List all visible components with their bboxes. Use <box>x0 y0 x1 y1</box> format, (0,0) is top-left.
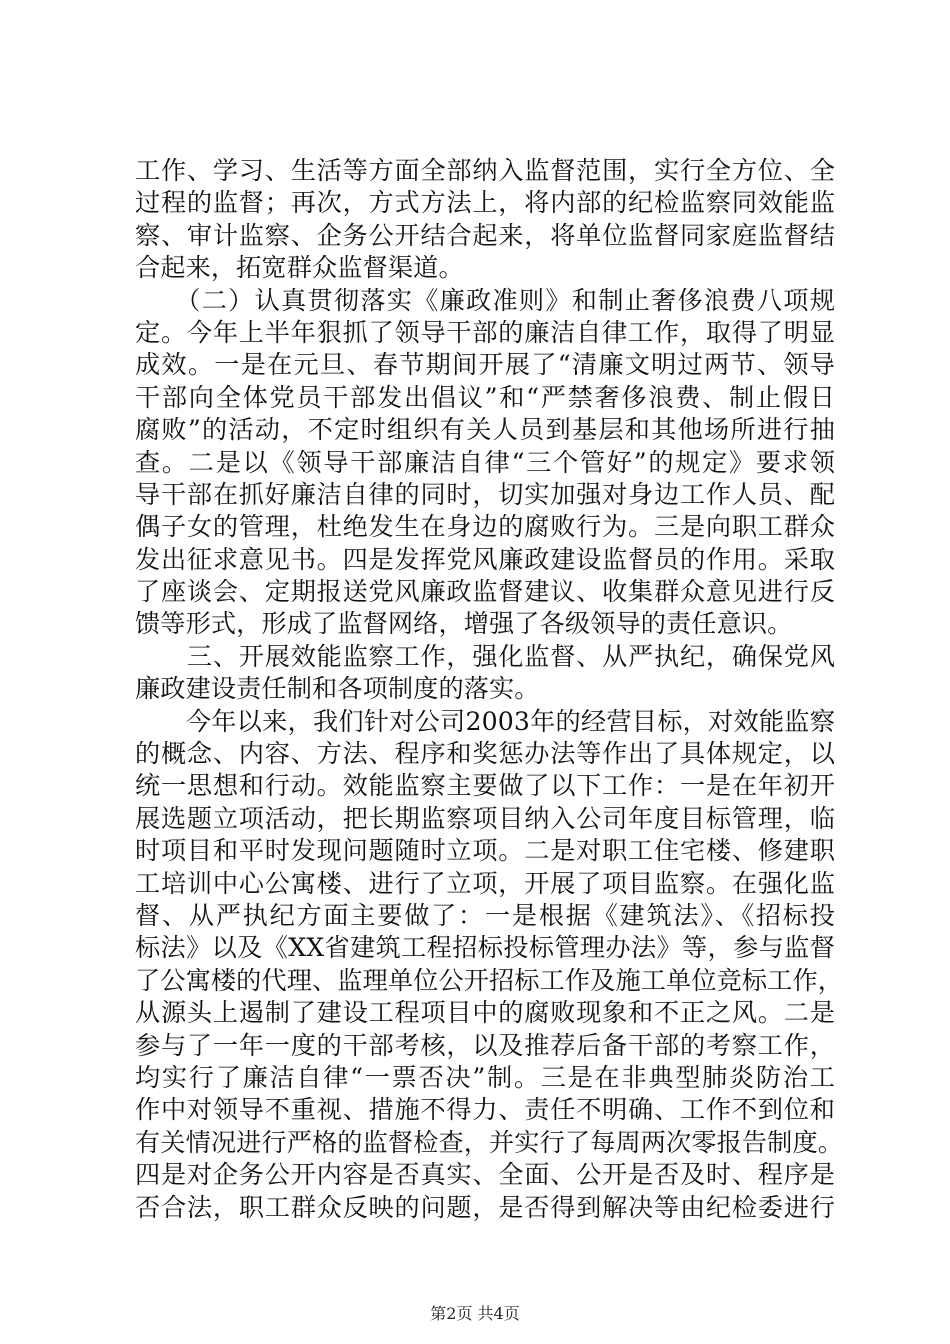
text-line: 展选题立项活动，把长期监察项目纳入公司年度目标管理，临 <box>135 803 835 833</box>
text-line: 成效。一是在元旦、春节期间开展了“清廉文明过两节、领导 <box>135 350 835 380</box>
text-line: 干部向全体党员干部发出倡议”和“严禁奢侈浪费、制止假日 <box>135 382 835 412</box>
text-line: 馈等形式，形成了监督网络，增强了各级领导的责任意识。 <box>135 609 793 639</box>
text-line: （二）认真贯彻落实《廉政准则》和制止奢侈浪费八项规 <box>135 285 835 315</box>
text-line: 否合法，职工群众反映的问题，是否得到解决等由纪检委进行 <box>135 1192 835 1222</box>
text-line: 了座谈会、定期报送党风廉政监督建议、收集群众意见进行反 <box>135 577 835 607</box>
text-line: 工培训中心公寓楼、进行了立项，开展了项目监察。在强化监 <box>135 868 835 898</box>
text-line: 时项目和平时发现问题随时立项。二是对职工住宅楼、修建职 <box>135 836 835 866</box>
text-line: 有关情况进行严格的监督检查，并实行了每周两次零报告制度。 <box>135 1127 844 1157</box>
text-line: 偶子女的管理，杜绝发生在身边的腐败行为。三是向职工群众 <box>135 512 835 542</box>
text-line: 廉政建设责任制和各项制度的落实。 <box>135 674 540 704</box>
text-line: 督、从严执纪方面主要做了：一是根据《建筑法》、《招标投 <box>135 900 835 930</box>
text-line: 查。二是以《领导干部廉洁自律“三个管好”的规定》要求领 <box>135 447 835 477</box>
text-line: 导干部在抓好廉洁自律的同时，切实加强对身边工作人员、配 <box>135 479 835 509</box>
text-line: 三、开展效能监察工作，强化监督、从严执纪，确保党风 <box>135 641 835 671</box>
text-line: 标法》以及《XX省建筑工程招标投标管理办法》等，参与监督 <box>135 933 835 963</box>
text-line: 工作、学习、生活等方面全部纳入监督范围，实行全方位、全 <box>135 156 835 185</box>
text-line: 了公寓楼的代理、监理单位公开招标工作及施工单位竞标工作， <box>135 965 844 995</box>
text-line: 四是对企务公开内容是否真实、全面、公开是否及时、程序是 <box>135 1160 835 1190</box>
text-line: 定。今年上半年狠抓了领导干部的廉洁自律工作，取得了明显 <box>135 317 835 347</box>
page-footer: 第2页 共4页 <box>430 1304 520 1323</box>
text-line: 过程的监督；再次，方式方法上，将内部的纪检监察同效能监 <box>135 188 835 218</box>
text-line: 发出征求意见书。四是发挥党风廉政建设监督员的作用。采取 <box>135 544 835 574</box>
text-line: 作中对领导不重视、措施不得力、责任不明确、工作不到位和 <box>135 1095 835 1125</box>
text-line: 参与了一年一度的干部考核，以及推荐后备干部的考察工作， <box>135 1030 835 1060</box>
text-line: 从源头上遏制了建设工程项目中的腐败现象和不正之风。二是 <box>135 998 835 1028</box>
text-line: 今年以来，我们针对公司2003年的经营目标，对效能监察 <box>135 706 835 736</box>
text-line: 统一思想和行动。效能监察主要做了以下工作：一是在年初开 <box>135 771 835 801</box>
text-line: 均实行了廉洁自律“一票否决”制。三是在非典型肺炎防治工 <box>135 1062 835 1092</box>
text-line: 的概念、内容、方法、程序和奖惩办法等作出了具体规定，以 <box>135 739 835 769</box>
text-line: 察、审计监察、企务公开结合起来，将单位监督同家庭监督结 <box>135 220 835 250</box>
text-line: 合起来，拓宽群众监督渠道。 <box>135 253 464 283</box>
document-body <box>135 155 844 1224</box>
text-line: 腐败”的活动，不定时组织有关人员到基层和其他场所进行抽 <box>135 415 835 445</box>
